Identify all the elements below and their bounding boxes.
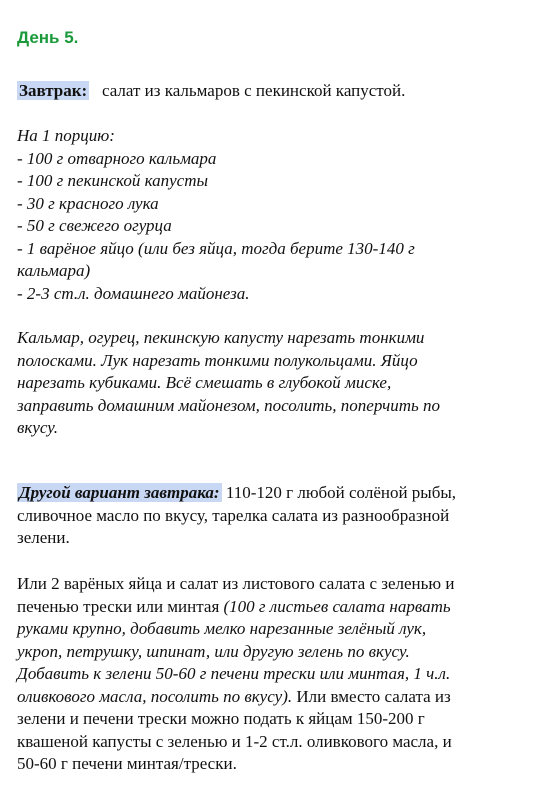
alt2-line — [17, 596, 535, 619]
ingredient-item: - 1 варёное яйцо (или без яйца, тогда берите 130-140 г — [17, 238, 415, 258]
alt-breakfast-label: Другой вариант завтрака: — [19, 483, 220, 502]
portion-block — [17, 125, 535, 305]
alt-breakfast-line — [17, 482, 535, 505]
alt2-line: Добавить к зелени 50-60 г печени трески или минтая, 1 ч.л. — [17, 664, 451, 683]
alt-breakfast-line: сливочное масло по вкусу, тарелка салата из разнообразной — [17, 505, 450, 525]
instruction-line: Кальмар, огурец, пекинскую капусту нарезать тонкими — [17, 328, 425, 347]
alt2-italic-text: оливкового масла, посолить по вкусу). — [17, 686, 293, 706]
instruction-line: вкусу. — [17, 418, 59, 437]
ingredient-item: кальмара) — [17, 261, 91, 280]
alt2-line — [17, 686, 535, 709]
instructions-block — [17, 327, 535, 440]
alt2-line: 50-60 г печени минтая/трески. — [17, 754, 237, 773]
alt2-line: квашеной капусты с зеленью и 1-2 ст.л. оливкового масла, и — [17, 731, 452, 751]
alt2-text: печенью трески или минтая — [17, 596, 220, 616]
breakfast-paragraph — [17, 80, 535, 103]
alt2-block — [17, 573, 535, 776]
ingredient-item: - 50 г свежего огурца — [17, 216, 172, 235]
day-title: День 5. — [17, 28, 79, 47]
alt-breakfast-text: 110-120 г любой солёной рыбы, — [225, 483, 457, 502]
instruction-line: нарезать кубиками. Всё смешать в глубокой миске, — [17, 373, 392, 392]
breakfast-label: Завтрак: — [19, 81, 88, 100]
alt2-italic-text: (100 г листьев салата нарвать — [223, 596, 451, 616]
alt2-line: зелени и печени трески можно подать к яйцам 150-200 г — [17, 709, 425, 728]
ingredient-item: - 100 г отварного кальмара — [17, 148, 217, 168]
alt-breakfast-block — [17, 482, 535, 550]
ingredient-item: - 2-3 ст.л. домашнего майонеза. — [17, 283, 250, 303]
breakfast-text: салат из кальмаров с пекинской капустой. — [101, 81, 406, 100]
instruction-line: полосками. Лук нарезать тонкими полукольцами. Яйцо — [17, 350, 418, 370]
alt2-line: укроп, петрушку, шпинат, или другую зелень по вкусу. — [17, 641, 410, 661]
ingredient-item: - 30 г красного лука — [17, 193, 159, 213]
alt2-line: руками крупно, добавить мелко нарезанные зелёный лук, — [17, 619, 427, 638]
alt2-text: Или вместо салата из — [296, 686, 451, 706]
portion-heading: На 1 порцию: — [17, 126, 115, 145]
alt2-line: Или 2 варёных яйца и салат из листового салата с зеленью и — [17, 574, 455, 593]
instruction-line: заправить домашним майонезом, посолить, поперчить по — [17, 395, 440, 415]
ingredient-item: - 100 г пекинской капусты — [17, 171, 208, 190]
alt-breakfast-line: зелени. — [17, 528, 70, 547]
